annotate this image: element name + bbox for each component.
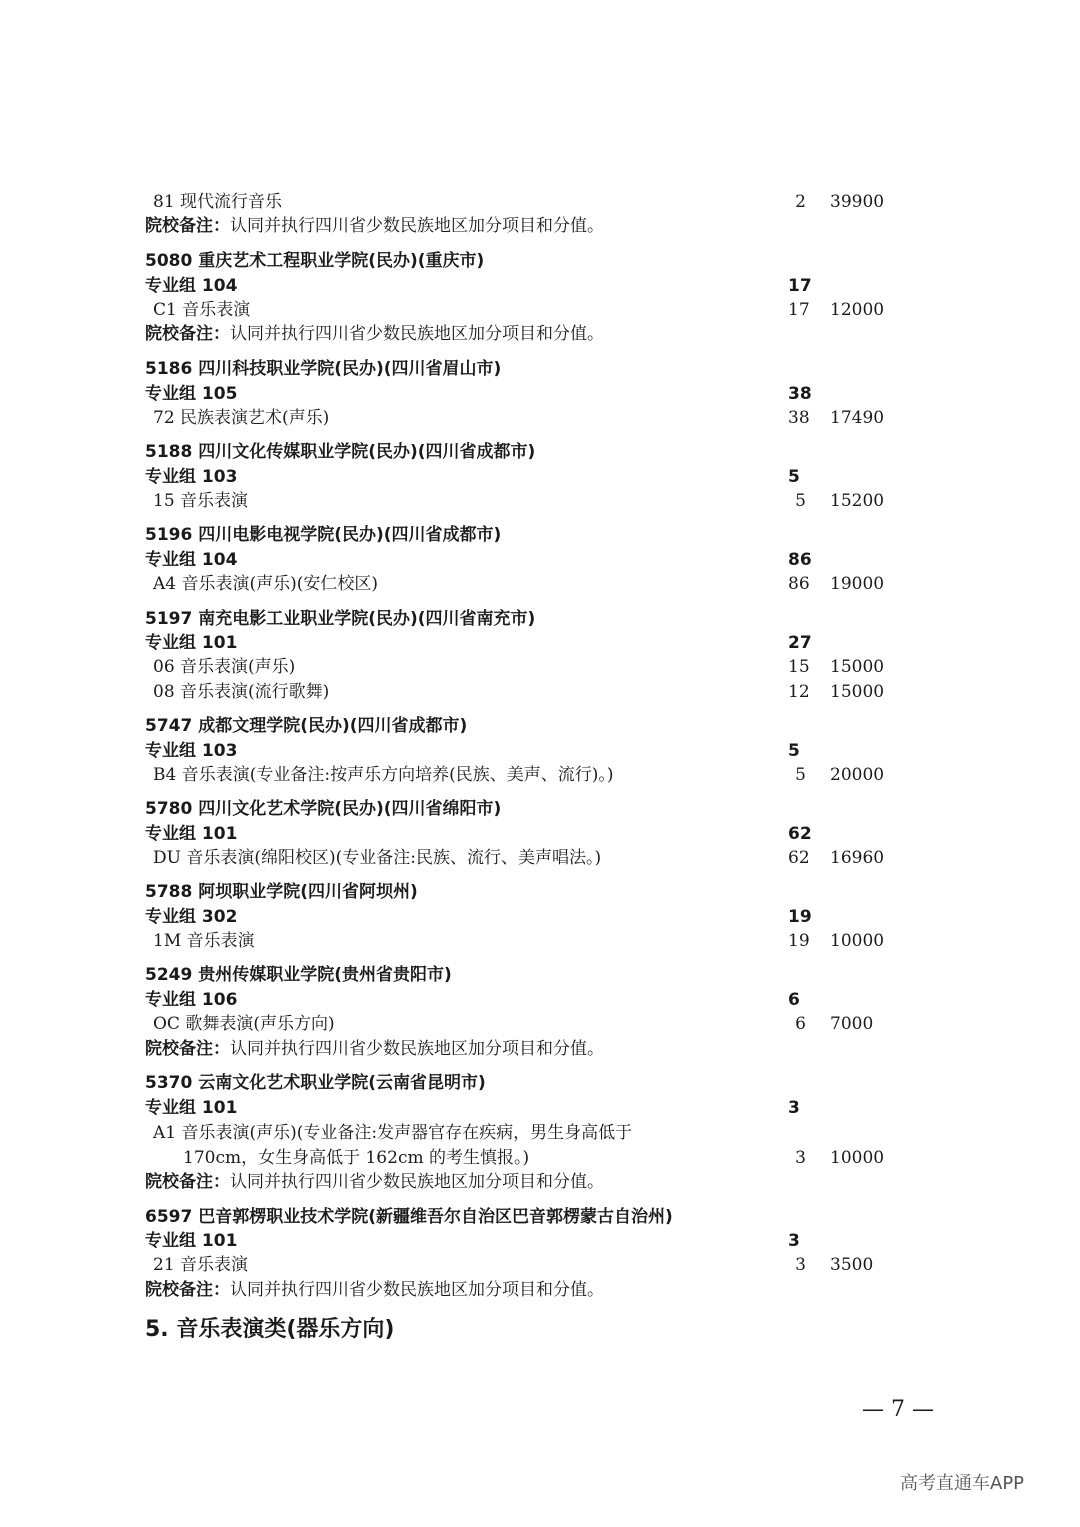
- institution-note: [0, 322, 1080, 347]
- institution-heading: [0, 1071, 1080, 1096]
- tuition-fee: 12000: [830, 300, 885, 320]
- plan-count: 19: [788, 907, 812, 927]
- tuition-fee: 15000: [830, 682, 885, 702]
- row-label: B4 音乐表演(专业备注:按声乐方向培养(民族、美声、流行)。): [153, 765, 614, 785]
- row-label: 15 音乐表演: [153, 491, 249, 511]
- major-row: [0, 655, 1080, 680]
- tuition-fee: 7000: [830, 1014, 874, 1034]
- major-row: [0, 929, 1080, 954]
- plan-count: 38: [788, 384, 812, 404]
- plan-count: 5: [788, 467, 800, 487]
- institution-name: 5186 四川科技职业学院(民办)(四川省眉山市): [145, 359, 502, 379]
- plan-count: 5: [795, 765, 806, 785]
- note-text: [145, 322, 604, 347]
- institution-heading: [0, 440, 1080, 465]
- note-text: [145, 214, 604, 239]
- institution-heading: [0, 714, 1080, 739]
- tuition-fee: 19000: [830, 574, 885, 594]
- plan-count: 38: [788, 408, 810, 428]
- tuition-fee: 10000: [830, 1148, 885, 1168]
- row-label: 专业组 101: [145, 1231, 238, 1251]
- row-label: A1 音乐表演(声乐)(专业备注:发声器官存在疾病，男生身高低于: [153, 1123, 633, 1143]
- plan-count: 12: [788, 682, 810, 702]
- row-label: OC 歌舞表演(声乐方向): [153, 1014, 335, 1034]
- plan-count: 17: [788, 300, 810, 320]
- plan-count: 3: [795, 1255, 806, 1275]
- major-row: [0, 763, 1080, 788]
- note-content: 认同并执行四川省少数民族地区加分项目和分值。: [230, 216, 604, 236]
- watermark: 高考直通车APP: [900, 1473, 1025, 1494]
- institution-name: 5196 四川电影电视学院(民办)(四川省成都市): [145, 525, 502, 545]
- tuition-fee: 15200: [830, 491, 885, 511]
- plan-count: 3: [788, 1231, 800, 1251]
- section-heading: [0, 1315, 1080, 1340]
- institution-note: [0, 1170, 1080, 1195]
- note-label: 院校备注：: [145, 1172, 230, 1192]
- major-group-row: [0, 548, 1080, 573]
- row-label: 专业组 101: [145, 824, 238, 844]
- institution-name: 5370 云南文化艺术职业学院(云南省昆明市): [145, 1073, 486, 1093]
- major-row: [0, 489, 1080, 514]
- major-row: [0, 298, 1080, 323]
- row-label: 专业组 104: [145, 550, 238, 570]
- plan-count: 3: [795, 1148, 806, 1168]
- row-label: 专业组 101: [145, 1098, 238, 1118]
- row-label: 专业组 101: [145, 633, 238, 653]
- major-group-row: [0, 1229, 1080, 1254]
- note-text: [145, 1278, 604, 1303]
- plan-count: 2: [795, 192, 806, 212]
- plan-count: 5: [788, 741, 800, 761]
- major-group-row: [0, 1096, 1080, 1121]
- plan-count: 86: [788, 574, 810, 594]
- plan-count: 62: [788, 848, 810, 868]
- institution-name: 5188 四川文化传媒职业学院(民办)(四川省成都市): [145, 442, 536, 462]
- major-group-row: [0, 274, 1080, 299]
- institution-heading: [0, 797, 1080, 822]
- row-label: C1 音乐表演: [153, 300, 251, 320]
- tuition-fee: 17490: [830, 408, 885, 428]
- row-label: 专业组 104: [145, 276, 238, 296]
- major-group-row: [0, 631, 1080, 656]
- major-row-continued: [0, 1146, 1080, 1171]
- note-content: 认同并执行四川省少数民族地区加分项目和分值。: [230, 1172, 604, 1192]
- note-label: 院校备注：: [145, 1280, 230, 1300]
- note-content: 认同并执行四川省少数民族地区加分项目和分值。: [230, 324, 604, 344]
- plan-count: 27: [788, 633, 812, 653]
- row-label: 专业组 103: [145, 467, 238, 487]
- tuition-fee: 10000: [830, 931, 885, 951]
- major-group-row: [0, 822, 1080, 847]
- institution-note: [0, 1278, 1080, 1303]
- tuition-fee: 3500: [830, 1255, 874, 1275]
- major-row: [0, 1121, 1080, 1146]
- major-group-row: [0, 988, 1080, 1013]
- institution-heading: [0, 1205, 1080, 1230]
- major-row: [0, 406, 1080, 431]
- institution-heading: [0, 357, 1080, 382]
- plan-count: 3: [788, 1098, 800, 1118]
- note-label: 院校备注：: [145, 324, 230, 344]
- tuition-fee: 15000: [830, 657, 885, 677]
- plan-count: 6: [795, 1014, 806, 1034]
- row-label: 81 现代流行音乐: [153, 192, 283, 212]
- tuition-fee: 20000: [830, 765, 885, 785]
- row-label: 06 音乐表演(声乐): [153, 657, 296, 677]
- major-group-row: [0, 739, 1080, 764]
- institution-name: 5080 重庆艺术工程职业学院(民办)(重庆市): [145, 251, 485, 271]
- plan-count: 62: [788, 824, 812, 844]
- institution-name: 5788 阿坝职业学院(四川省阿坝州): [145, 882, 418, 902]
- major-row: [0, 846, 1080, 871]
- row-label: 08 音乐表演(流行歌舞): [153, 682, 330, 702]
- row-label: 专业组 105: [145, 384, 238, 404]
- note-label: 院校备注：: [145, 1039, 230, 1059]
- plan-count: 5: [795, 491, 806, 511]
- institution-name: 5780 四川文化艺术学院(民办)(四川省绵阳市): [145, 799, 502, 819]
- row-label: A4 音乐表演(声乐)(安仁校区): [153, 574, 379, 594]
- plan-count: 86: [788, 550, 812, 570]
- institution-heading: [0, 880, 1080, 905]
- institution-heading: [0, 963, 1080, 988]
- tuition-fee: 16960: [830, 848, 885, 868]
- major-group-row: [0, 382, 1080, 407]
- institution-note: [0, 1037, 1080, 1062]
- plan-count: 15: [788, 657, 810, 677]
- row-label: 21 音乐表演: [153, 1255, 249, 1275]
- row-label: 专业组 103: [145, 741, 238, 761]
- institution-note: [0, 214, 1080, 239]
- plan-count: 19: [788, 931, 810, 951]
- note-content: 认同并执行四川省少数民族地区加分项目和分值。: [230, 1280, 604, 1300]
- note-text: [145, 1170, 604, 1195]
- major-row: [0, 190, 1080, 215]
- page-number: — 7 —: [862, 1397, 934, 1422]
- plan-count: 6: [788, 990, 800, 1010]
- institution-name: 6597 巴音郭楞职业技术学院(新疆维吾尔自治区巴音郭楞蒙古自治州): [145, 1207, 673, 1227]
- note-text: [145, 1037, 604, 1062]
- institution-heading: [0, 249, 1080, 274]
- section-title: 5. 音乐表演类(器乐方向): [145, 1317, 395, 1342]
- row-label: 72 民族表演艺术(声乐): [153, 408, 330, 428]
- row-label: DU 音乐表演(绵阳校区)(专业备注:民族、流行、美声唱法。): [153, 848, 602, 868]
- institution-name: 5249 贵州传媒职业学院(贵州省贵阳市): [145, 965, 452, 985]
- major-row: [0, 1012, 1080, 1037]
- note-content: 认同并执行四川省少数民族地区加分项目和分值。: [230, 1039, 604, 1059]
- plan-count: 17: [788, 276, 812, 296]
- note-label: 院校备注：: [145, 216, 230, 236]
- row-label: 专业组 302: [145, 907, 238, 927]
- institution-heading: [0, 607, 1080, 632]
- major-row: [0, 1253, 1080, 1278]
- institution-name: 5197 南充电影工业职业学院(民办)(四川省南充市): [145, 609, 536, 629]
- row-label: 1M 音乐表演: [153, 931, 255, 951]
- institution-name: 5747 成都文理学院(民办)(四川省成都市): [145, 716, 468, 736]
- major-row: [0, 680, 1080, 705]
- institution-heading: [0, 523, 1080, 548]
- row-label: 专业组 106: [145, 990, 238, 1010]
- major-group-row: [0, 905, 1080, 930]
- major-group-row: [0, 465, 1080, 490]
- tuition-fee: 39900: [830, 192, 885, 212]
- major-row: [0, 572, 1080, 597]
- row-label: 170cm，女生身高低于 162cm 的考生慎报。): [183, 1148, 530, 1168]
